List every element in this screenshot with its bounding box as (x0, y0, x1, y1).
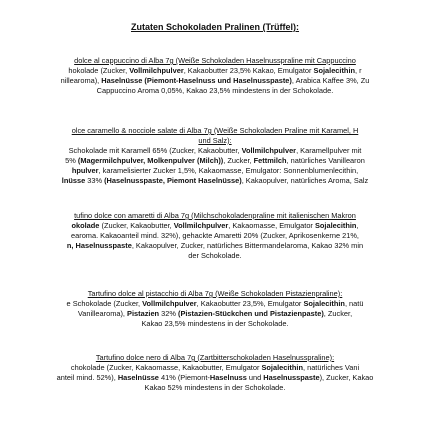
ingredient-text: hokolade (Zucker, (68, 66, 130, 75)
ingredient-line (71, 221, 358, 231)
ingredient-line (62, 176, 368, 186)
ingredient-text: , Zucker, (223, 156, 254, 165)
ingredient-line (97, 86, 334, 96)
ingredient-text: Cappuccino Aroma 0,05%, Kakao 23,5% mindestens in der Schokolade. (96, 86, 334, 95)
ingredient-text: 33% (85, 176, 105, 185)
section-heading: olce caramello & nocciole salate di Alba 7g (Weiße Schokoladen Praline mit Karamel, H (71, 126, 359, 135)
ingredient-line (67, 241, 363, 251)
ingredient-text: , Arabica Kaffee 3%, Zu (291, 76, 370, 85)
ingredient-line (65, 156, 365, 166)
ingredient-text: earoma. Kakaoanteil mind. 32%), gehackte Amaretti 20% (Zucker, Aprikosenkerne 21%, (71, 231, 359, 240)
ingredient-text: , Zucker, (323, 309, 353, 318)
allergen-text: Vollmilchpulver (173, 221, 229, 230)
allergen-text: lnüsse (61, 176, 86, 185)
ingredient-text: anteil mind. 52%), (56, 373, 118, 382)
section-heading: tufino dolce con amaretti di Alba 7g (Milchschokoladenpraline mit italienischen Makron (74, 211, 356, 220)
allergen-text: hpulver (71, 166, 99, 175)
ingredient-line (57, 373, 374, 383)
ingredient-text: und (246, 373, 264, 382)
ingredient-line (78, 309, 352, 319)
allergen-text: (Magermilchpulver, Molkenpulver (Milch)) (77, 156, 224, 165)
ingredient-text: der Schokolade. (188, 251, 242, 260)
ingredient-text: , (356, 221, 359, 230)
ingredient-text: Kakao 52% mindestens in der Schokolade. (144, 383, 286, 392)
allergen-text: Haselnüsse (Piemont-Haselnuss und Haselnusspaste) (101, 76, 292, 85)
ingredient-line (141, 319, 288, 329)
allergen-text: Vollmilchpulver (142, 299, 197, 308)
allergen-text: Fettmilch (253, 156, 287, 165)
ingredient-text: , natü (344, 299, 364, 308)
ingredient-text: , Kakaomasse, Emulgator (228, 221, 315, 230)
ingredient-line (61, 76, 370, 86)
section-heading: Tartufino dolce al pistacchio di Alba 7g (Weiße Schokoladen Pistazienpraline): (87, 289, 343, 298)
ingredient-line (72, 166, 358, 176)
ingredient-line (71, 231, 359, 241)
allergen-text: Haselnusspaste (263, 373, 320, 382)
allergen-text: Vollmilchpulver (129, 66, 184, 75)
ingredient-text: chokolade (Zucker, Kakaomasse, Kakaobutter, Emulgator (70, 363, 262, 372)
document-title: Zutaten Schokoladen Pralinen (Trüffel): (130, 22, 300, 32)
ingredient-line (145, 383, 286, 393)
allergen-text: Pistazien (127, 309, 160, 318)
ingredient-text: Schokolade mit Karamell 65% (Zucker, Kakaobutter, (68, 146, 242, 155)
ingredient-line (69, 146, 362, 156)
ingredient-line (188, 251, 241, 261)
ingredient-text: nillearoma), (60, 76, 102, 85)
ingredient-text: , Kakaopulver, Zucker, natürliches Bittermandelaroma, Kakao 32% min (131, 241, 364, 250)
ingredient-text: Kakao 23,5% mindestens in der Schokolade. (141, 319, 289, 328)
section-heading: dolce al cappuccino di Alba 7g (Weiße Schokoladen Haselnusspraline mit Cappuccino (74, 56, 356, 65)
ingredient-text: , r (355, 66, 362, 75)
ingredient-line (71, 363, 359, 373)
ingredient-text: , Kakaobutter 23,5% Kakao, Emulgator (183, 66, 314, 75)
ingredient-line (68, 66, 361, 76)
ingredient-text: e Schokolade (Zucker, (66, 299, 143, 308)
allergen-text: (Haselnusspaste, Piemont Haselnüsse) (104, 176, 242, 185)
ingredient-text: , Kakaopulver, natürliches Aroma, Salz (241, 176, 369, 185)
ingredient-text: , Kakaobutter 23,5%, Emulgator (196, 299, 304, 308)
ingredient-text: , karamelisierter Zucker 1,5%, Kakaomasse, Emulgator: Sonnenblumenlecithin, (98, 166, 359, 175)
ingredient-text: 5% (65, 156, 78, 165)
allergen-text: Sojalecithin (303, 299, 345, 308)
allergen-text: n, Haselnusspaste (66, 241, 132, 250)
ingredient-text: , natürliches Vanillearon (286, 156, 365, 165)
allergen-text: okolade (71, 221, 100, 230)
allergen-text: Haselnuss (209, 373, 247, 382)
ingredient-text: ), Zucker, Kakao (319, 373, 374, 382)
ingredient-text: , natürliches Vani (302, 363, 360, 372)
allergen-text: Sojalecithin (313, 66, 356, 75)
allergen-text: Vollmilchpulver (241, 146, 297, 155)
ingredient-text: Vanillearoma), (77, 309, 128, 318)
ingredient-text: 32% (159, 309, 178, 318)
ingredient-text: 41% (Piemont- (158, 373, 210, 382)
ingredient-text: (Zucker, Kakaobutter, (99, 221, 174, 230)
allergen-text: Haselnüsse (117, 373, 159, 382)
allergen-text: Sojalecithin (261, 363, 303, 372)
allergen-text: (Pistazien-Stückchen und Pistazienpaste) (177, 309, 324, 318)
section-heading: und Salz): (198, 136, 232, 145)
allergen-text: Sojalecithin (314, 221, 357, 230)
ingredient-text: , Karamellpulver mit (296, 146, 362, 155)
section-heading: Tartufino dolce nero di Alba 7g (Zartbitterschokoladen Haselnusspraline): (95, 353, 335, 362)
ingredient-line (67, 299, 364, 309)
